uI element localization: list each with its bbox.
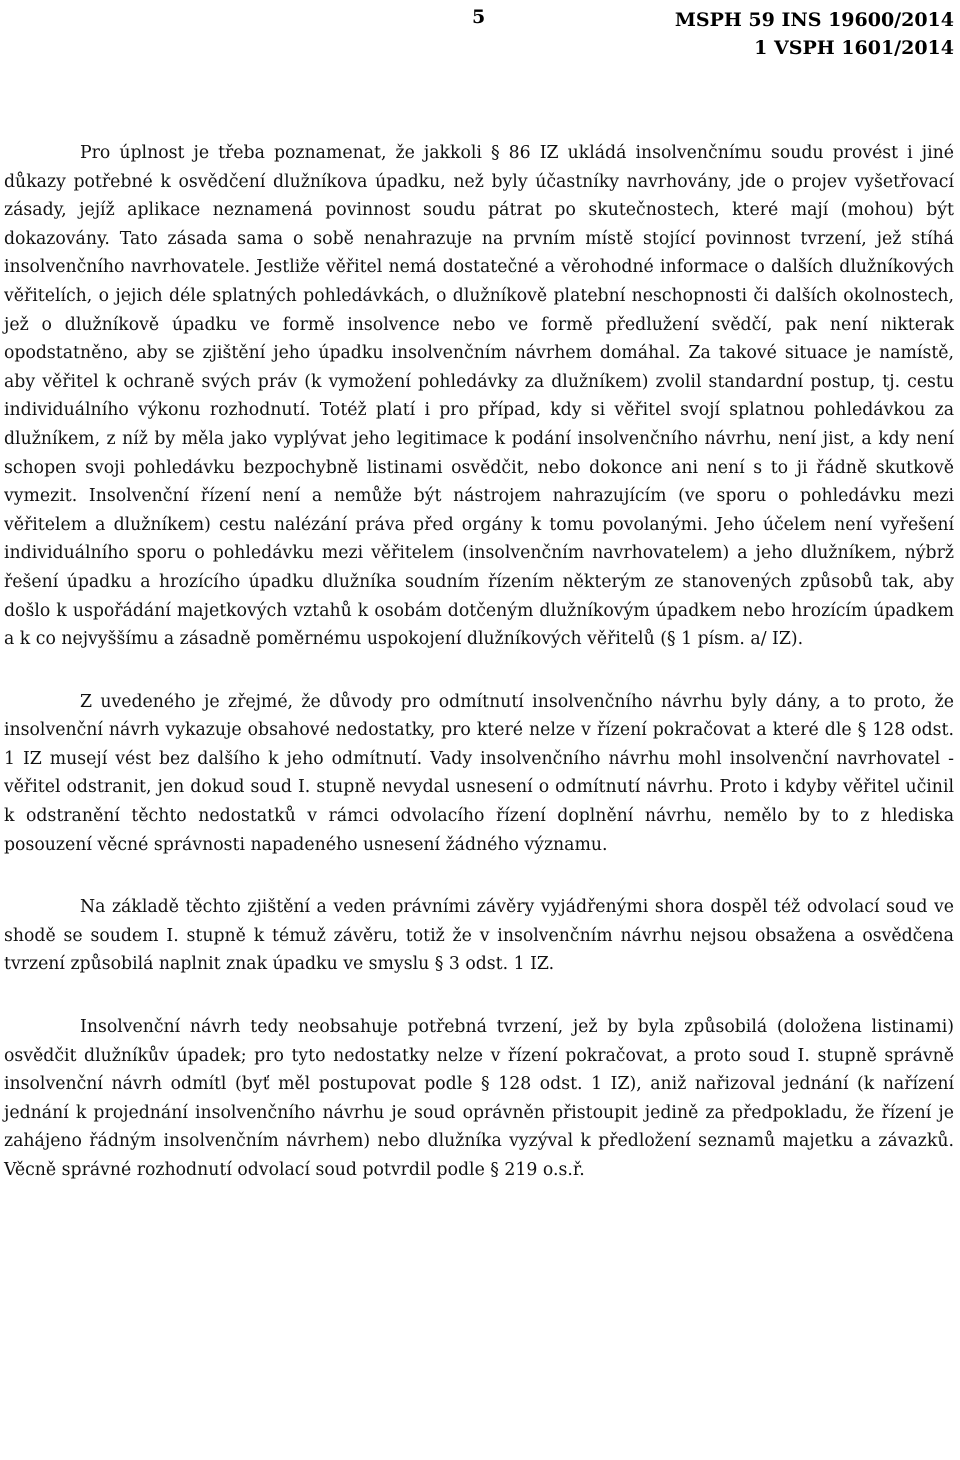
page-number: 5 <box>472 6 486 28</box>
case-references <box>675 6 954 62</box>
paragraph: Z uvedeného je zřejmé, že důvody pro odmítnutí insolvenčního návrhu byly dány, a to proto, že insolvenční návrh vykazuje obsahové nedostatky, pro které nelze v řízení pokračovat a které dle § 128 odst. 1 IZ musejí vést bez dalšího k jeho odmítnutí. Vady insolvenčního návrhu mohl insolvenční navrhovatel - věřitel odstranit, jen dokud soud I. stupně nevydal usnesení o odmítnutí návrhu. Proto i kdyby věřitel učinil k odstranění těchto nedostatků v rámci odvolacího řízení doplnění návrhu, nemělo by to z hlediska posouzení věcné správnosti napadeného usnesení žádného významu. <box>4 691 954 855</box>
paragraph: Pro úplnost je třeba poznamenat, že jakkoli § 86 IZ ukládá insolvenčnímu soudu provést i jiné důkazy potřebné k osvědčení dlužníkova úpadku, než byly účastníky navrhovány, jde o projev vyšetřovací zásady, jejíž aplikace neznamená povinnost soudu pátrat po skutečnostech, které mají (mohou) být dokazovány. Tato zásada sama o sobě nenahrazuje na prvním místě stojící povinnost tvrzení, jež stíhá insolvenčního navrhovatele. Jestliže věřitel nemá dostatečné a věrohodné informace o dalších dlužníkových věřitelích, o jejich déle splatných pohledávkách, o dlužníkově platební neschopnosti či dalších okolnostech, jež o dlužníkově úpadku ve formě insolvence nebo ve formě předlužení svědčí, pak není nikterak opodstatněno, aby se zjištění jeho úpadku insolvenčním návrhem domáhal. Za takové situace je namístě, aby věřitel k ochraně svých práv (k vymožení pohledávky za dlužníkem) zvolil standardní postup, tj. cestu individuálního výkonu rozhodnutí. Totéž platí i pro případ, kdy si věřitel svojí splatnou pohledávkou za dlužníkem, z níž by měla jako vyplývat jeho legitimace k podání insolvenčního návrhu, není jist, a kdy není schopen svoji pohledávku bezpochybně listinami osvědčit, nebo dokonce ani není s to ji řádně skutkově vymezit. Insolvenční řízení není a nemůže být nástrojem nahrazujícím (ve sporu o pohledávku mezi věřitelem a dlužníkem) cestu nalézání práva před orgány k tomu povolanými. Jeho účelem není vyřešení individuálního sporu o pohledávku mezi věřitelem (insolvenčním navrhovatelem) a jeho dlužníkem, nýbrž řešení úpadku a hrozícího úpadku dlužníka soudním řízením některým ze stanovených způsobů tak, aby došlo k uspořádání majetkových vztahů k osobám dotčeným dlužníkovým úpadkem nebo hrozícím úpadkem a k co nejvyššímu a zásadně poměrnému uspokojení dlužníkových věřitelů (§ 1 písm. a/ IZ). <box>4 143 954 650</box>
case-reference: 1 VSPH 1601/2014 <box>754 37 954 59</box>
paragraph: Insolvenční návrh tedy neobsahuje potřebná tvrzení, jež by byla způsobilá (doložena listinami) osvědčit dlužníkův úpadek; pro tyto nedostatky nelze v řízení pokračovat, a proto soud I. stupně správně insolvenční návrh odmítl (byť měl postupovat podle § 128 odst. 1 IZ), aniž nařizoval jednání (k nařízení jednání k projednání insolvenčního návrhu je soud oprávněn přistoupit jedině za předpokladu, že řízení je zahájeno řádným insolvenčním návrhem) nebo dlužníka vyzýval k předložení seznamů majetku a závazků. Věcně správné rozhodnutí odvolací soud potvrdil podle § 219 o.s.ř. <box>4 1017 954 1180</box>
body-text <box>4 139 954 1185</box>
paragraph: Na základě těchto zjištění a veden právními závěry vyjádřenými shora dospěl též odvolací soud ve shodě se soudem I. stupně k témuž závěru, totiž že v insolvenčním návrhu nejsou obsažena a osvědčena tvrzení způsobilá naplnit znak úpadku ve smyslu § 3 odst. 1 IZ. <box>4 897 954 975</box>
case-reference: MSPH 59 INS 19600/2014 <box>674 9 954 31</box>
page-header <box>0 6 960 60</box>
